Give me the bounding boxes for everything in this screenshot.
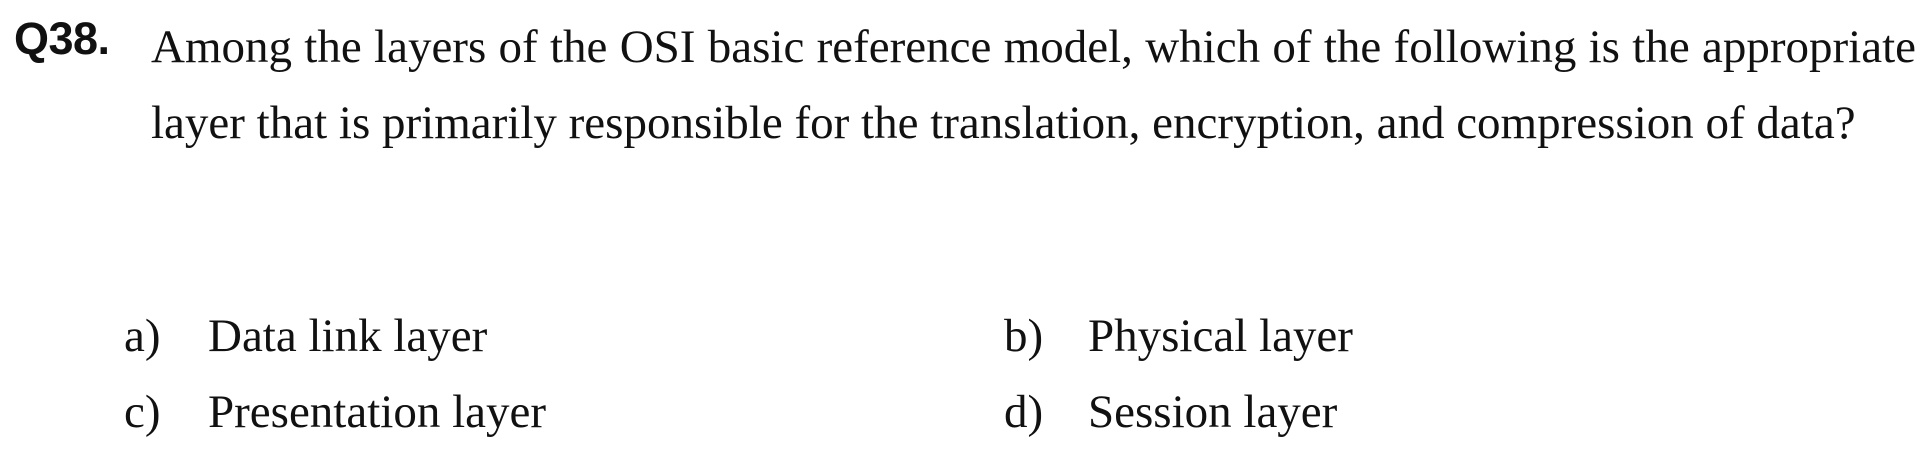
option-text: Data link layer <box>208 310 488 362</box>
option-letter: d) <box>1004 386 1044 438</box>
answer-option-b <box>1004 310 1353 362</box>
option-text: Session layer <box>1088 386 1338 438</box>
option-letter: b) <box>1004 310 1044 362</box>
question-number: Q38. <box>14 13 110 64</box>
answer-option-d <box>1004 386 1338 438</box>
option-letter: a) <box>124 310 161 362</box>
answer-option-c <box>124 386 547 438</box>
option-letter: c) <box>124 386 161 438</box>
question-text: Among the layers of the OSI basic reference model, which of the following is the appropriate layer that is primarily responsible for the translation, encryption, and compression of data? <box>151 21 1916 149</box>
answer-option-a <box>124 310 488 362</box>
option-text: Presentation layer <box>208 386 547 438</box>
option-text: Physical layer <box>1088 310 1353 362</box>
